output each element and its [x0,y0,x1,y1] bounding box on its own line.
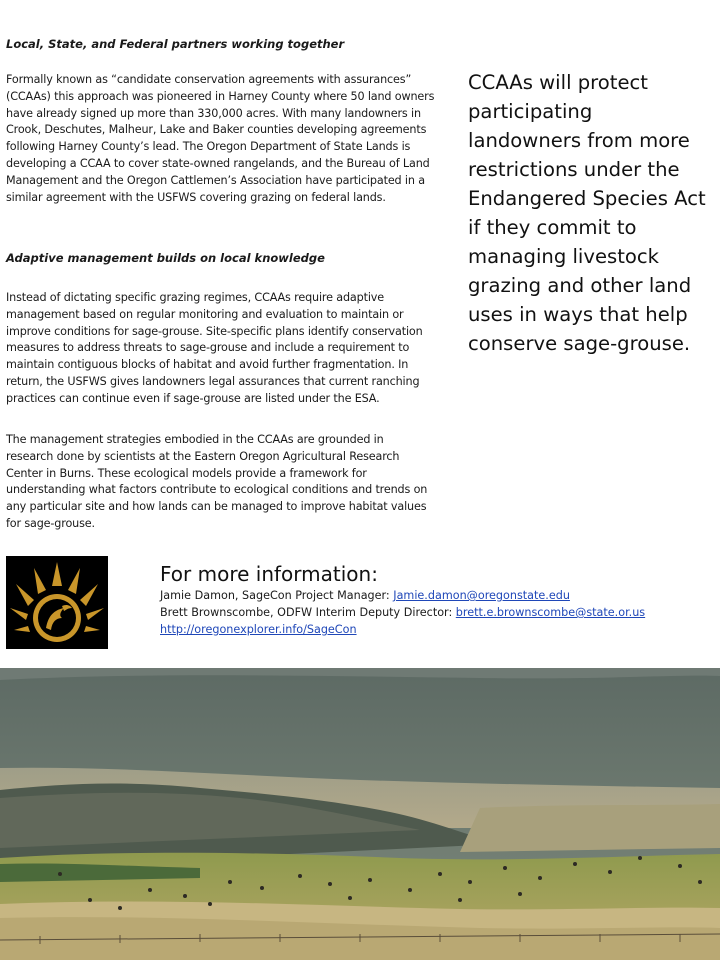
paragraph-research-basis: The management strategies embodied in the CCAAs are grounded in research done by scientists at the Eastern Oregon Agricultural Research Center in Burns. These ecological models provide a framework for understanding what factors contribute to ecological conditions and trends on any particular site and how lands can be managed to improve habitat values for sage-grouse. [6,433,428,530]
section-heading-adaptive-management: Adaptive management builds on local knowledge [6,251,325,265]
website-line [160,622,357,637]
more-info-title: For more information: [160,562,378,586]
rangeland-cattle-photo [0,668,720,960]
paragraph-adaptive-management: Instead of dictating specific grazing regimes, CCAAs require adaptive management based on regular monitoring and evaluation to maintain or improve conditions for sage-grouse. Site-specific plans identify conservation measures to address threats to sage-grouse and include a requirement to maintain contiguous blocks of habitat and avoid further fragmentation. In return, the USFWS gives landowners legal assurances that current ranching practices can continue even if sage-grouse are listed under the ESA. [6,291,423,405]
contact-1-label: Jamie Damon, SageCon Project Manager: [160,589,394,602]
contact-1-email-link[interactable]: Jamie.damon@oregonstate.edu [393,589,570,602]
sage-grouse-sunburst-icon [6,556,108,649]
contact-2-label: Brett Brownscombe, ODFW Interim Deputy Director: [160,606,456,619]
contact-line-project-manager [160,588,570,603]
paragraph-ccaa-background: Formally known as “candidate conservation agreements with assurances” (CCAAs) this approach was pioneered in Harney County where 50 land owners have already signed up more than 330,000 acres. With many landowners in Crook, Deschutes, Malheur, Lake and Baker counties developing agreements following Harney County’s lead. The Oregon Department of State Lands is developing a CCAA to cover state-owned rangelands, and the Bureau of Land Management and the Oregon Cattlemen’s Association have participated in a similar agreement with the USFWS covering grazing on federal lands. [6,73,435,204]
sagecon-logo [6,556,108,649]
pull-quote-callout: CCAAs will protect participating landowners from more restrictions under the Endangered Species Act if they commit to managing livestock grazing and other land uses in ways that help conserve sage-grouse. [468,71,706,355]
website-link[interactable]: http://oregonexplorer.info/SageCon [160,623,357,636]
contact-2-email-link[interactable]: brett.e.brownscombe@state.or.us [455,606,646,619]
section-heading-partners: Local, State, and Federal partners working together [6,37,345,51]
contact-line-deputy-director [160,605,645,620]
landscape-image [0,668,720,960]
